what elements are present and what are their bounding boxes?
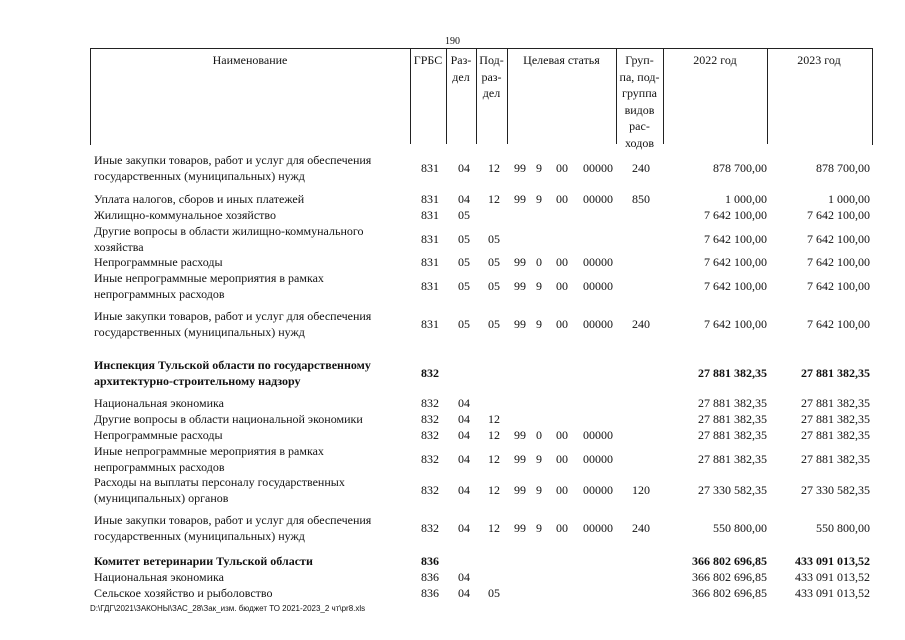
row-name: Уплата налогов, сборов и иных платежей	[94, 192, 305, 206]
row-y2: 433 091 013,52	[795, 554, 870, 568]
row-pr: 05	[488, 232, 500, 246]
header-vr-line: ходов	[625, 135, 654, 150]
row-g: 831	[421, 161, 439, 175]
row-p4: 00000	[583, 161, 613, 175]
row-g: 836	[421, 570, 439, 584]
row-y1: 27 881 382,35	[698, 412, 767, 426]
row-rz: 04	[458, 412, 470, 426]
row-p2: 9	[536, 521, 542, 535]
row-g: 832	[421, 366, 439, 380]
header-podrazdel-line: дел	[482, 86, 501, 100]
row-g: 836	[421, 554, 439, 568]
row-pr: 12	[488, 192, 500, 206]
row-pr: 12	[488, 483, 500, 497]
row-vr: 120	[632, 483, 650, 497]
row-name: Комитет ветеринарии Тульской области	[94, 554, 313, 568]
row-g: 831	[421, 317, 439, 331]
row-p3: 00	[556, 317, 568, 331]
row-y2: 7 642 100,00	[807, 232, 870, 246]
row-g: 832	[421, 452, 439, 466]
row-rz: 04	[458, 161, 470, 175]
header-razdel-line: Раз-	[450, 53, 472, 67]
page-number: 190	[445, 36, 460, 47]
row-y2: 878 700,00	[816, 161, 870, 175]
header-2022: 2022 год	[693, 53, 737, 67]
row-pr: 05	[488, 586, 500, 600]
row-g: 832	[421, 396, 439, 410]
row-rz: 05	[458, 232, 470, 246]
row-vr: 240	[632, 521, 650, 535]
row-g: 831	[421, 208, 439, 222]
row-g: 831	[421, 279, 439, 293]
row-p2: 0	[536, 428, 542, 442]
header-podrazdel-line: Под-	[479, 53, 504, 67]
row-p1: 99	[514, 279, 526, 293]
row-y2: 27 881 382,35	[801, 428, 870, 442]
row-p3: 00	[556, 428, 568, 442]
row-p4: 00000	[583, 452, 613, 466]
row-y2: 433 091 013,52	[795, 586, 870, 600]
header-target: Целевая статья	[523, 53, 600, 67]
row-pr: 12	[488, 521, 500, 535]
row-p4: 00000	[583, 483, 613, 497]
row-y1: 366 802 696,85	[692, 570, 767, 584]
row-p3: 00	[556, 521, 568, 535]
row-pr: 12	[488, 428, 500, 442]
row-p4: 00000	[583, 279, 613, 293]
row-pr: 12	[488, 161, 500, 175]
row-g: 832	[421, 521, 439, 535]
header-vr-line: Груп-	[625, 53, 654, 67]
row-rz: 05	[458, 279, 470, 293]
row-vr: 240	[632, 161, 650, 175]
row-p3: 00	[556, 452, 568, 466]
row-p1: 99	[514, 161, 526, 175]
file-path-footer: D:\ГДГ\2021\ЗАКОНЫ\ЗАС_28\Зак_изм. бюджет ТО 2021-2023_2 чт\pr8.xls	[90, 604, 366, 613]
row-p2: 9	[536, 317, 542, 331]
row-name: Иные закупки товаров, работ и услуг для обеспечения государственных (муниципальных) нужд	[94, 153, 372, 183]
row-p3: 00	[556, 192, 568, 206]
row-y2: 550 800,00	[816, 521, 870, 535]
row-p2: 9	[536, 483, 542, 497]
row-y1: 878 700,00	[713, 161, 767, 175]
row-y2: 27 881 382,35	[801, 452, 870, 466]
row-g: 832	[421, 412, 439, 426]
row-g: 831	[421, 255, 439, 269]
row-p4: 00000	[583, 192, 613, 206]
row-p1: 99	[514, 452, 526, 466]
row-y1: 366 802 696,85	[692, 586, 767, 600]
row-pr: 05	[488, 317, 500, 331]
row-y1: 7 642 100,00	[704, 255, 767, 269]
header-grbs: ГРБС	[413, 53, 443, 67]
row-p1: 99	[514, 317, 526, 331]
row-rz: 05	[458, 255, 470, 269]
row-name: Иные закупки товаров, работ и услуг для обеспечения государственных (муниципальных) нужд	[94, 513, 372, 543]
header-vr	[616, 52, 663, 151]
row-name: Жилищно-коммунальное хозяйство	[94, 208, 277, 222]
row-p4: 00000	[583, 521, 613, 535]
row-y1: 27 881 382,35	[698, 396, 767, 410]
row-rz: 04	[458, 428, 470, 442]
row-g: 832	[421, 483, 439, 497]
row-y2: 433 091 013,52	[795, 570, 870, 584]
row-p1: 99	[514, 255, 526, 269]
row-y1: 27 881 382,35	[698, 366, 767, 380]
row-y1: 27 330 582,35	[698, 483, 767, 497]
row-name: Иные непрограммные мероприятия в рамках непрограммных расходов	[94, 271, 324, 301]
row-p2: 9	[536, 452, 542, 466]
row-vr: 850	[632, 192, 650, 206]
row-p1: 99	[514, 428, 526, 442]
row-y1: 7 642 100,00	[704, 279, 767, 293]
row-p3: 00	[556, 255, 568, 269]
row-name: Расходы на выплаты персоналу государственных (муниципальных) органов	[94, 475, 345, 505]
header-vr-line: рас-	[629, 119, 650, 133]
row-name: Инспекция Тульской области по государственному архитектурно-строительному надзору	[94, 358, 371, 388]
row-rz: 04	[458, 483, 470, 497]
row-p1: 99	[514, 521, 526, 535]
row-name: Непрограммные расходы	[94, 255, 223, 269]
row-p3: 00	[556, 279, 568, 293]
row-rz: 05	[458, 317, 470, 331]
row-y2: 7 642 100,00	[807, 317, 870, 331]
row-y2: 27 881 382,35	[801, 366, 870, 380]
header-vr-line: видов	[624, 102, 655, 117]
header-razdel-line: дел	[452, 69, 470, 84]
row-y1: 7 642 100,00	[704, 208, 767, 222]
row-y2: 7 642 100,00	[807, 255, 870, 269]
row-rz: 04	[458, 521, 470, 535]
row-name: Национальная экономика	[94, 396, 224, 410]
row-y2: 7 642 100,00	[807, 208, 870, 222]
row-name: Иные закупки товаров, работ и услуг для обеспечения государственных (муниципальных) нужд	[94, 309, 372, 339]
row-p2: 9	[536, 192, 542, 206]
header-podrazdel	[476, 52, 507, 102]
row-rz: 05	[458, 208, 470, 222]
row-y1: 550 800,00	[713, 521, 767, 535]
row-y1: 1 000,00	[725, 192, 767, 206]
row-y1: 7 642 100,00	[704, 317, 767, 331]
row-rz: 04	[458, 586, 470, 600]
row-p2: 9	[536, 161, 542, 175]
header-2023: 2023 год	[797, 53, 841, 67]
row-g: 831	[421, 232, 439, 246]
header-podrazdel-line: раз-	[481, 69, 502, 84]
row-y2: 1 000,00	[828, 192, 870, 206]
row-y1: 366 802 696,85	[692, 554, 767, 568]
row-g: 831	[421, 192, 439, 206]
row-p1: 99	[514, 483, 526, 497]
row-y2: 7 642 100,00	[807, 279, 870, 293]
row-y2: 27 330 582,35	[801, 483, 870, 497]
row-p1: 99	[514, 192, 526, 206]
row-y1: 27 881 382,35	[698, 452, 767, 466]
row-p4: 00000	[583, 255, 613, 269]
row-y2: 27 881 382,35	[801, 396, 870, 410]
header-vr-line: группа	[622, 86, 657, 100]
row-g: 832	[421, 428, 439, 442]
row-y1: 27 881 382,35	[698, 428, 767, 442]
row-pr: 05	[488, 255, 500, 269]
header-vr-line: па, под-	[619, 69, 660, 84]
row-y2: 27 881 382,35	[801, 412, 870, 426]
row-name: Иные непрограммные мероприятия в рамках непрограммных расходов	[94, 444, 324, 474]
row-name: Национальная экономика	[94, 570, 224, 584]
row-name: Другие вопросы в области национальной экономики	[94, 412, 363, 426]
row-name: Сельское хозяйство и рыболовство	[94, 586, 273, 600]
row-rz: 04	[458, 570, 470, 584]
row-p3: 00	[556, 161, 568, 175]
header-razdel	[446, 52, 476, 85]
row-p4: 00000	[583, 428, 613, 442]
row-pr: 05	[488, 279, 500, 293]
row-rz: 04	[458, 192, 470, 206]
row-g: 836	[421, 586, 439, 600]
row-p3: 00	[556, 483, 568, 497]
row-rz: 04	[458, 452, 470, 466]
row-y1: 7 642 100,00	[704, 232, 767, 246]
row-name: Непрограммные расходы	[94, 428, 223, 442]
row-pr: 12	[488, 452, 500, 466]
row-p2: 9	[536, 279, 542, 293]
row-pr: 12	[488, 412, 500, 426]
row-p4: 00000	[583, 317, 613, 331]
row-p2: 0	[536, 255, 542, 269]
header-name: Наименование	[212, 53, 288, 67]
row-rz: 04	[458, 396, 470, 410]
row-name: Другие вопросы в области жилищно-коммунального хозяйства	[94, 224, 364, 254]
row-vr: 240	[632, 317, 650, 331]
